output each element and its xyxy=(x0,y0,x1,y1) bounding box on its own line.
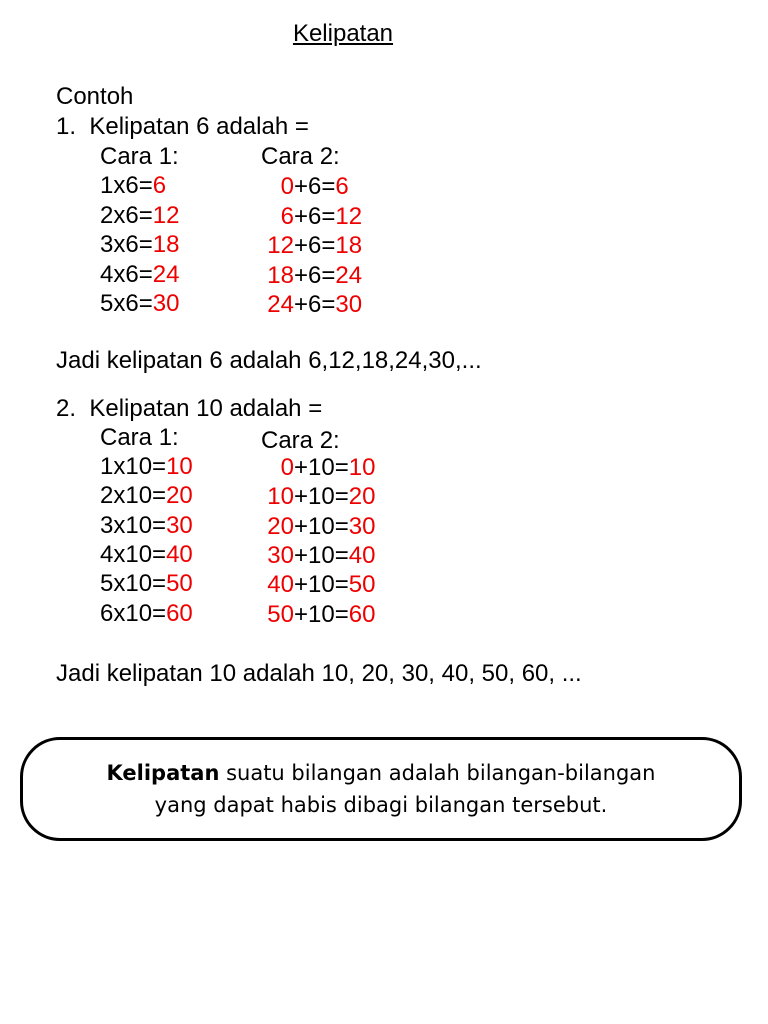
example-2-cara1-label: Cara 1: xyxy=(100,424,179,451)
cara1-result: 60 xyxy=(166,599,193,627)
cara1-expr: 5x10= xyxy=(100,570,167,598)
cara1-row xyxy=(100,570,193,598)
example-1-heading: 1. Kelipatan 6 adalah = xyxy=(56,113,309,140)
cara2-expr: +6= xyxy=(294,202,336,230)
cara2-prev: 40 xyxy=(267,571,294,599)
cara2-expr: +10= xyxy=(294,600,349,628)
page-title: Kelipatan xyxy=(292,20,394,47)
example-1-conclusion: Jadi kelipatan 6 adalah 6,12,18,24,30,... xyxy=(56,347,482,374)
example-1-cara2-label: Cara 2: xyxy=(261,143,340,170)
cara1-expr: 2x10= xyxy=(100,482,167,510)
example-intro: Contoh xyxy=(56,83,134,110)
cara1-row xyxy=(100,512,193,540)
cara2-row xyxy=(261,571,375,599)
cara2-prev: 10 xyxy=(267,483,294,511)
cara1-result: 50 xyxy=(166,570,193,598)
cara2-row xyxy=(261,454,375,482)
cara2-row xyxy=(261,203,362,231)
definition-term: Kelipatan xyxy=(106,761,220,785)
cara2-row xyxy=(261,291,362,319)
cara2-result: 12 xyxy=(335,202,363,230)
cara2-result: 30 xyxy=(335,291,363,318)
cara1-expr: 5x6= xyxy=(100,290,153,317)
cara1-expr: 4x6= xyxy=(100,260,153,288)
cara1-expr: 6x10= xyxy=(100,599,167,627)
cara2-result: 10 xyxy=(348,454,376,481)
cara2-prev: 30 xyxy=(267,541,294,569)
example-2-heading: 2. Kelipatan 10 adalah = xyxy=(56,395,323,422)
cara2-row xyxy=(261,513,375,541)
cara1-result: 40 xyxy=(166,540,193,568)
cara1-row xyxy=(100,231,179,259)
cara2-row xyxy=(261,173,349,201)
cara1-result: 30 xyxy=(166,511,193,539)
cara1-result: 24 xyxy=(152,260,180,288)
cara2-result: 30 xyxy=(348,512,376,540)
definition-box xyxy=(20,737,742,841)
cara2-result: 24 xyxy=(335,261,363,289)
cara1-result: 10 xyxy=(166,453,193,480)
example-2-cara2-label: Cara 2: xyxy=(261,427,340,454)
cara1-expr: 4x10= xyxy=(100,540,167,568)
cara2-row xyxy=(261,262,362,290)
cara1-expr: 2x6= xyxy=(100,201,153,229)
cara2-expr: +6= xyxy=(294,232,336,259)
cara1-result: 30 xyxy=(152,290,180,317)
cara2-prev: 0 xyxy=(280,454,294,481)
cara2-expr: +10= xyxy=(294,512,349,540)
cara2-expr: +10= xyxy=(294,571,349,599)
cara2-prev: 50 xyxy=(267,600,294,628)
cara2-result: 6 xyxy=(335,173,349,200)
definition-line-1 xyxy=(23,757,739,789)
cara2-result: 40 xyxy=(348,541,376,569)
cara1-row xyxy=(100,261,179,289)
cara2-prev: 12 xyxy=(267,232,294,259)
cara1-result: 6 xyxy=(152,172,167,199)
cara2-prev: 20 xyxy=(267,512,294,540)
cara1-row xyxy=(100,453,193,481)
cara2-row xyxy=(261,232,362,260)
cara1-result: 12 xyxy=(152,201,180,229)
definition-text xyxy=(23,757,739,821)
cara2-prev: 0 xyxy=(280,173,294,200)
example-2-conclusion: Jadi kelipatan 10 adalah 10, 20, 30, 40, 50, 60, ... xyxy=(56,660,582,687)
cara2-expr: +10= xyxy=(294,454,349,481)
cara1-result: 20 xyxy=(166,482,193,510)
cara2-prev: 6 xyxy=(280,202,294,230)
cara2-expr: +6= xyxy=(294,291,336,318)
cara2-row xyxy=(261,483,375,511)
cara1-row xyxy=(100,202,179,230)
definition-line-2: yang dapat habis dibagi bilangan tersebut. xyxy=(154,793,608,817)
cara1-expr: 3x10= xyxy=(100,511,167,539)
cara1-row xyxy=(100,482,193,510)
cara2-result: 20 xyxy=(348,483,376,511)
cara2-result: 60 xyxy=(348,600,376,628)
cara1-row xyxy=(100,541,193,569)
cara1-row xyxy=(100,172,166,200)
cara2-expr: +10= xyxy=(294,541,349,569)
cara2-prev: 18 xyxy=(267,261,294,289)
cara1-result: 18 xyxy=(152,231,180,258)
cara1-expr: 1x6= xyxy=(100,172,153,199)
cara2-prev: 24 xyxy=(267,291,294,318)
example-1-cara1-label: Cara 1: xyxy=(100,143,179,170)
cara2-result: 18 xyxy=(335,232,363,259)
cara2-expr: +6= xyxy=(294,173,336,200)
cara1-expr: 3x6= xyxy=(100,231,153,258)
cara1-row xyxy=(100,290,179,318)
cara1-row xyxy=(100,600,193,628)
cara2-row xyxy=(261,601,375,629)
cara2-row xyxy=(261,542,375,570)
cara2-result: 50 xyxy=(348,571,376,599)
cara2-expr: +6= xyxy=(294,261,336,289)
cara2-expr: +10= xyxy=(294,483,349,511)
cara1-expr: 1x10= xyxy=(100,453,167,480)
definition-line-1-rest: suatu bilangan adalah bilangan-bilangan xyxy=(219,761,656,785)
